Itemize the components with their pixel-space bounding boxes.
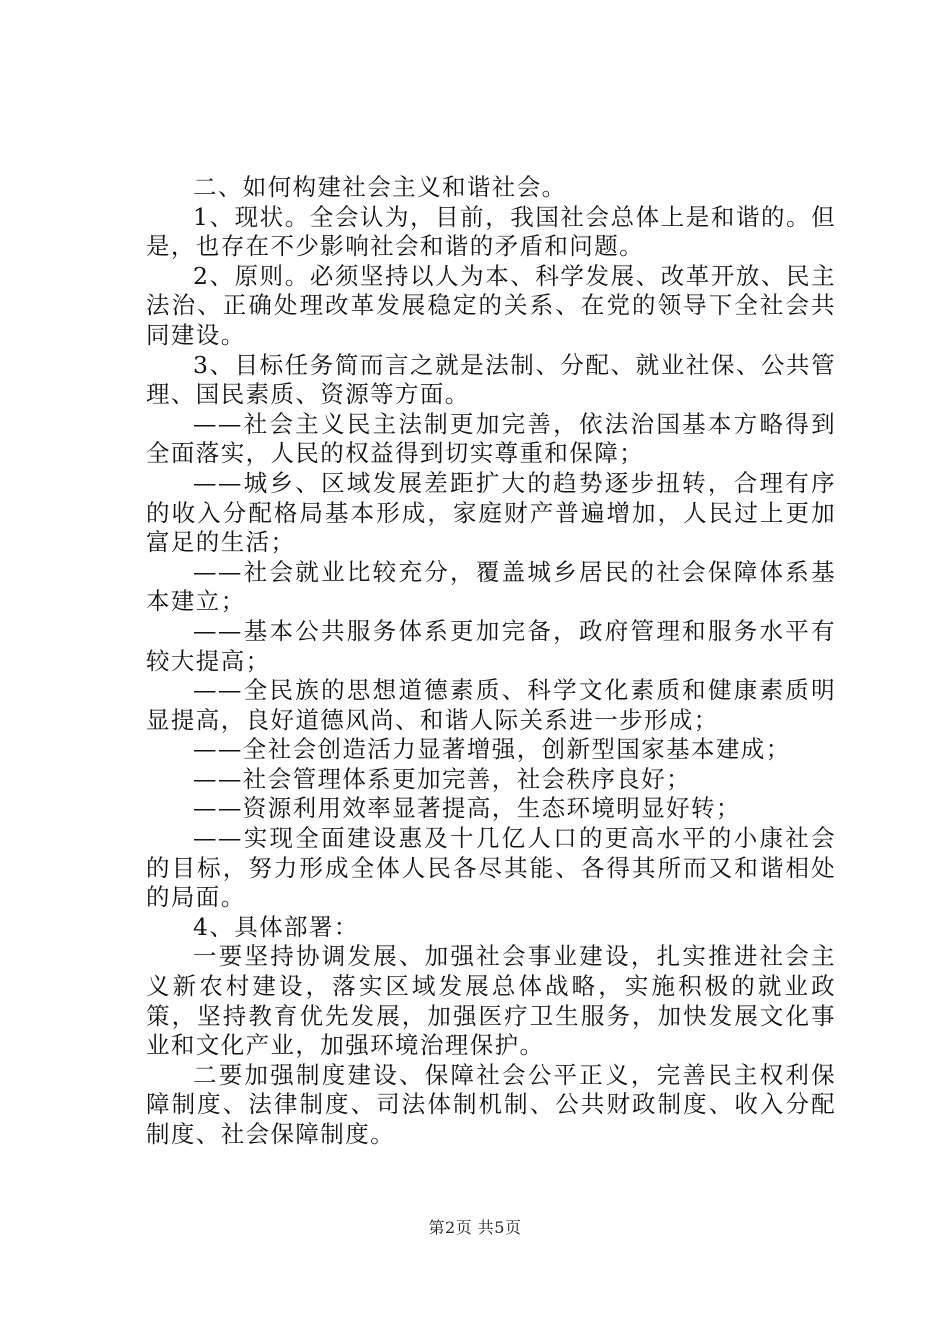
goal-item-legal: ——社会主义民主法制更加完善，依法治国基本方略得到全面落实，人民的权益得到切实尊重和保障； xyxy=(146,409,836,468)
goal-item-management: ——社会管理体系更加完善，社会秩序良好； xyxy=(193,764,691,793)
paragraph-deployment-heading: 4、具体部署： xyxy=(193,912,359,941)
goal-item-innovation: ——全社会创造活力显著增强，创新型国家基本建成； xyxy=(193,735,791,764)
paragraph-principles: 2、原则。必须坚持以人为本、科学发展、改革开放、民主法治、正确处理改革发展稳定的关系、在党的领导下全社会共同建设。 xyxy=(146,261,836,349)
paragraph-deployment-two: 二要加强制度建设、保障社会公平正义，完善民主权利保障制度、法律制度、司法体制机制、公共财政制度、收入分配制度、社会保障制度。 xyxy=(146,1060,836,1148)
goal-item-public-service: ——基本公共服务体系更加完备，政府管理和服务水平有较大提高； xyxy=(146,616,836,675)
goal-item-quality: ——全民族的思想道德素质、科学文化素质和健康素质明显提高，良好道德风尚、和谐人际关系进一步形成； xyxy=(146,676,836,734)
goal-item-employment: ——社会就业比较充分，覆盖城乡居民的社会保障体系基本建立； xyxy=(146,557,836,616)
goal-item-distribution: ——城乡、区域发展差距扩大的趋势逐步扭转，合理有序的收入分配格局基本形成，家庭财产普遍增加，人民过上更加富足的生活； xyxy=(146,468,836,557)
section-heading: 二、如何构建社会主义和谐社会。 xyxy=(193,173,567,201)
goal-item-xiaokang: ——实现全面建设惠及十几亿人口的更高水平的小康社会的目标，努力形成全体人民各尽其能、各得其所而又和谐相处的局面。 xyxy=(146,824,836,912)
paragraph-status: 1、现状。全会认为，目前，我国社会总体上是和谐的。但是，也存在不少影响社会和谐的矛盾和问题。 xyxy=(146,202,836,261)
goal-item-resources: ——资源利用效率显著提高，生态环境明显好转； xyxy=(193,794,741,823)
document-body xyxy=(146,173,836,1150)
page-number-footer: 第2页 共5页 xyxy=(428,1218,522,1237)
paragraph-deployment-one: 一要坚持协调发展、加强社会事业建设，扎实推进社会主义新农村建设，落实区域发展总体战略，实施积极的就业政策，坚持教育优先发展，加强医疗卫生服务，加快发展文化事业和文化产业，加强环境治理保护。 xyxy=(146,942,836,1060)
paragraph-goals: 3、目标任务简而言之就是法制、分配、就业社保、公共管理、国民素质、资源等方面。 xyxy=(146,350,836,409)
